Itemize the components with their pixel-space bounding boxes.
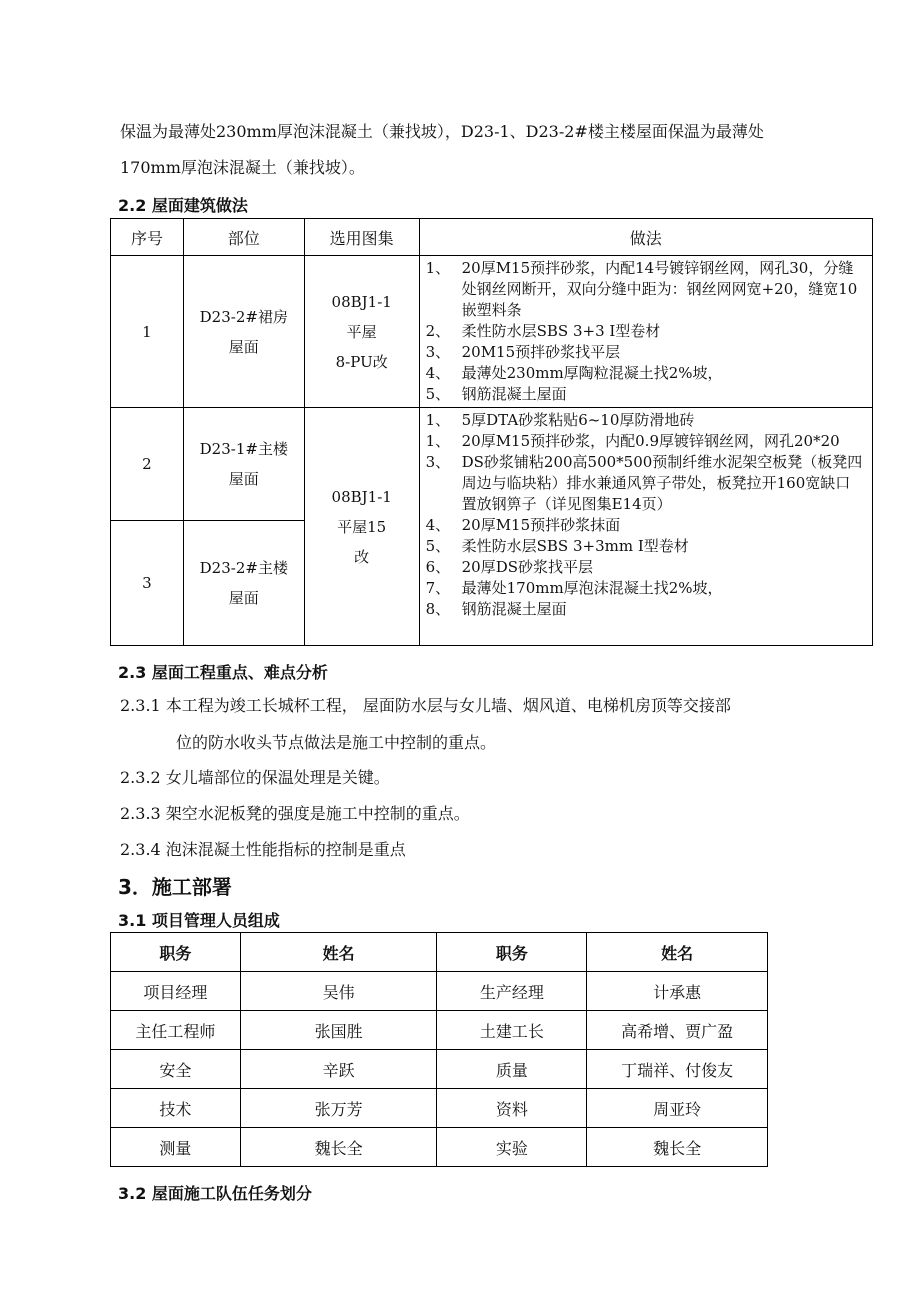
- name-cell: 吴伟: [240, 972, 437, 1011]
- table-row: [111, 408, 873, 521]
- role-cell: 质量: [437, 1050, 587, 1089]
- name-cell: 周亚玲: [587, 1089, 768, 1128]
- name-cell: 丁瑞祥、付俊友: [587, 1050, 768, 1089]
- method-step: 1、 20厚M15预拌砂浆，内配14号镀锌钢丝网，网孔30，分缝处钢丝网断开，双向分缝中距为：钢丝网网宽+20，缝宽10嵌塑料条: [425, 259, 858, 319]
- shared-atlas-line3: 改: [354, 547, 370, 566]
- name-cell: 辛跃: [240, 1050, 437, 1089]
- intro-line-2: 170mm厚泡沫混凝土（兼找坡）。: [120, 158, 365, 177]
- table-row: [111, 972, 768, 1011]
- point-2-3-1-line1: 2.3.1 本工程为竣工长城杯工程， 屋面防水层与女儿墙、烟风道、电梯机房顶等交接部: [120, 696, 731, 715]
- row1-method: [419, 256, 872, 408]
- point-2-3-4: 2.3.4 泡沫混凝土性能指标的控制是重点: [120, 840, 406, 859]
- intro-line-1: 保温为最薄处230mm厚泡沫混凝土（兼找坡），D23-1、D23-2#楼主楼屋面保温为最薄处: [120, 122, 764, 141]
- roof-table-header: [111, 219, 873, 256]
- method-step: 8、 钢筋混凝土屋面: [425, 600, 567, 618]
- method-step: 3、 20M15预拌砂浆找平层: [425, 343, 621, 361]
- role-cell: 主任工程师: [111, 1011, 241, 1050]
- row1-part-line2: 屋面: [228, 337, 259, 356]
- header-name: 姓名: [587, 933, 768, 972]
- method-step: 5、 钢筋混凝土屋面: [425, 385, 567, 403]
- section-2-3-title: 2.3 屋面工程重点、难点分析: [118, 663, 328, 682]
- role-cell: 安全: [111, 1050, 241, 1089]
- name-cell: 计承惠: [587, 972, 768, 1011]
- row1-part: [183, 256, 304, 408]
- row1-atlas: [304, 256, 419, 408]
- method-step: 1、 5厚DTA砂浆粘贴6~10厚防滑地砖: [425, 411, 695, 429]
- row3-part-line1: D23-2#主楼: [199, 559, 288, 577]
- name-cell: 高希增、贾广盈: [587, 1011, 768, 1050]
- point-2-3-3: 2.3.3 架空水泥板凳的强度是施工中控制的重点。: [120, 804, 470, 823]
- name-cell: 张国胜: [240, 1011, 437, 1050]
- table-row: [111, 1011, 768, 1050]
- name-cell: 魏长全: [240, 1128, 437, 1167]
- section-3-1-title: 3.1 项目管理人员组成: [118, 911, 280, 930]
- row1-atlas-line3: 8-PU改: [335, 352, 388, 371]
- row2-part-line1: D23-1#主楼: [199, 440, 288, 458]
- point-2-3-2: 2.3.2 女儿墙部位的保温处理是关键。: [120, 768, 390, 787]
- header-role: 职务: [111, 933, 241, 972]
- shared-atlas-line2: 平屋15: [337, 517, 387, 536]
- shared-atlas-line1: 08BJ1-1: [331, 487, 392, 506]
- role-cell: 生产经理: [437, 972, 587, 1011]
- method-step: 3、 DS砂浆铺粘200高500*500预制纤维水泥架空板凳（板凳四周边与临块粘）排水兼通风箅子带处，板凳拉开160宽缺口置放钢箅子（详见图集E14页）: [425, 453, 863, 513]
- table-row: [111, 1128, 768, 1167]
- method-step: 7、 最薄处170mm厚泡沫混凝土找2%坡，: [425, 579, 723, 597]
- method-step: 6、 20厚DS砂浆找平层: [425, 558, 593, 576]
- role-cell: 技术: [111, 1089, 241, 1128]
- staff-table: [110, 932, 768, 1167]
- row2-part-line2: 屋面: [228, 470, 259, 488]
- header-name: 姓名: [240, 933, 437, 972]
- point-2-3-1-line2: 位的防水收头节点做法是施工中控制的重点。: [176, 733, 497, 752]
- table-row: [111, 1050, 768, 1089]
- header-method: 做法: [419, 219, 872, 256]
- name-cell: 张万芳: [240, 1089, 437, 1128]
- header-part: 部位: [183, 219, 304, 256]
- section-3-title: 3．施工部署: [118, 875, 232, 899]
- table-row: [111, 256, 873, 408]
- row1-atlas-line1: 08BJ1-1: [331, 292, 392, 311]
- row1-no: 1: [111, 256, 184, 408]
- method-step: 4、 20厚M15预拌砂浆抹面: [425, 516, 621, 534]
- row1-atlas-line2: 平屋: [346, 322, 377, 341]
- row2-part: [183, 408, 304, 521]
- method-step: 5、 柔性防水层SBS 3+3mm I型卷材: [425, 537, 689, 555]
- method-step: 1、 20厚M15预拌砂浆，内配0.9厚镀锌钢丝网，网孔20*20: [425, 432, 840, 450]
- section-2-2-title: 2.2 屋面建筑做法: [118, 196, 248, 215]
- role-cell: 土建工长: [437, 1011, 587, 1050]
- method-step: 4、 最薄处230mm厚陶粒混凝土找2%坡，: [425, 364, 723, 382]
- role-cell: 实验: [437, 1128, 587, 1167]
- header-role: 职务: [437, 933, 587, 972]
- row2-no: 2: [111, 408, 184, 521]
- staff-table-header: [111, 933, 768, 972]
- method-step: 2、 柔性防水层SBS 3+3 I型卷材: [425, 322, 661, 340]
- section-3-2-title: 3.2 屋面施工队伍任务划分: [118, 1184, 312, 1203]
- row1-part-line1: D23-2#裙房: [199, 307, 288, 326]
- shared-method: [419, 408, 872, 646]
- row3-part-line2: 屋面: [228, 589, 259, 607]
- roof-method-table: [110, 218, 873, 646]
- row3-no: 3: [111, 521, 184, 646]
- role-cell: 资料: [437, 1089, 587, 1128]
- name-cell: 魏长全: [587, 1128, 768, 1167]
- role-cell: 项目经理: [111, 972, 241, 1011]
- table-row: [111, 1089, 768, 1128]
- shared-atlas: [304, 408, 419, 646]
- row3-part: [183, 521, 304, 646]
- header-atlas: 选用图集: [304, 219, 419, 256]
- header-no: 序号: [111, 219, 184, 256]
- role-cell: 测量: [111, 1128, 241, 1167]
